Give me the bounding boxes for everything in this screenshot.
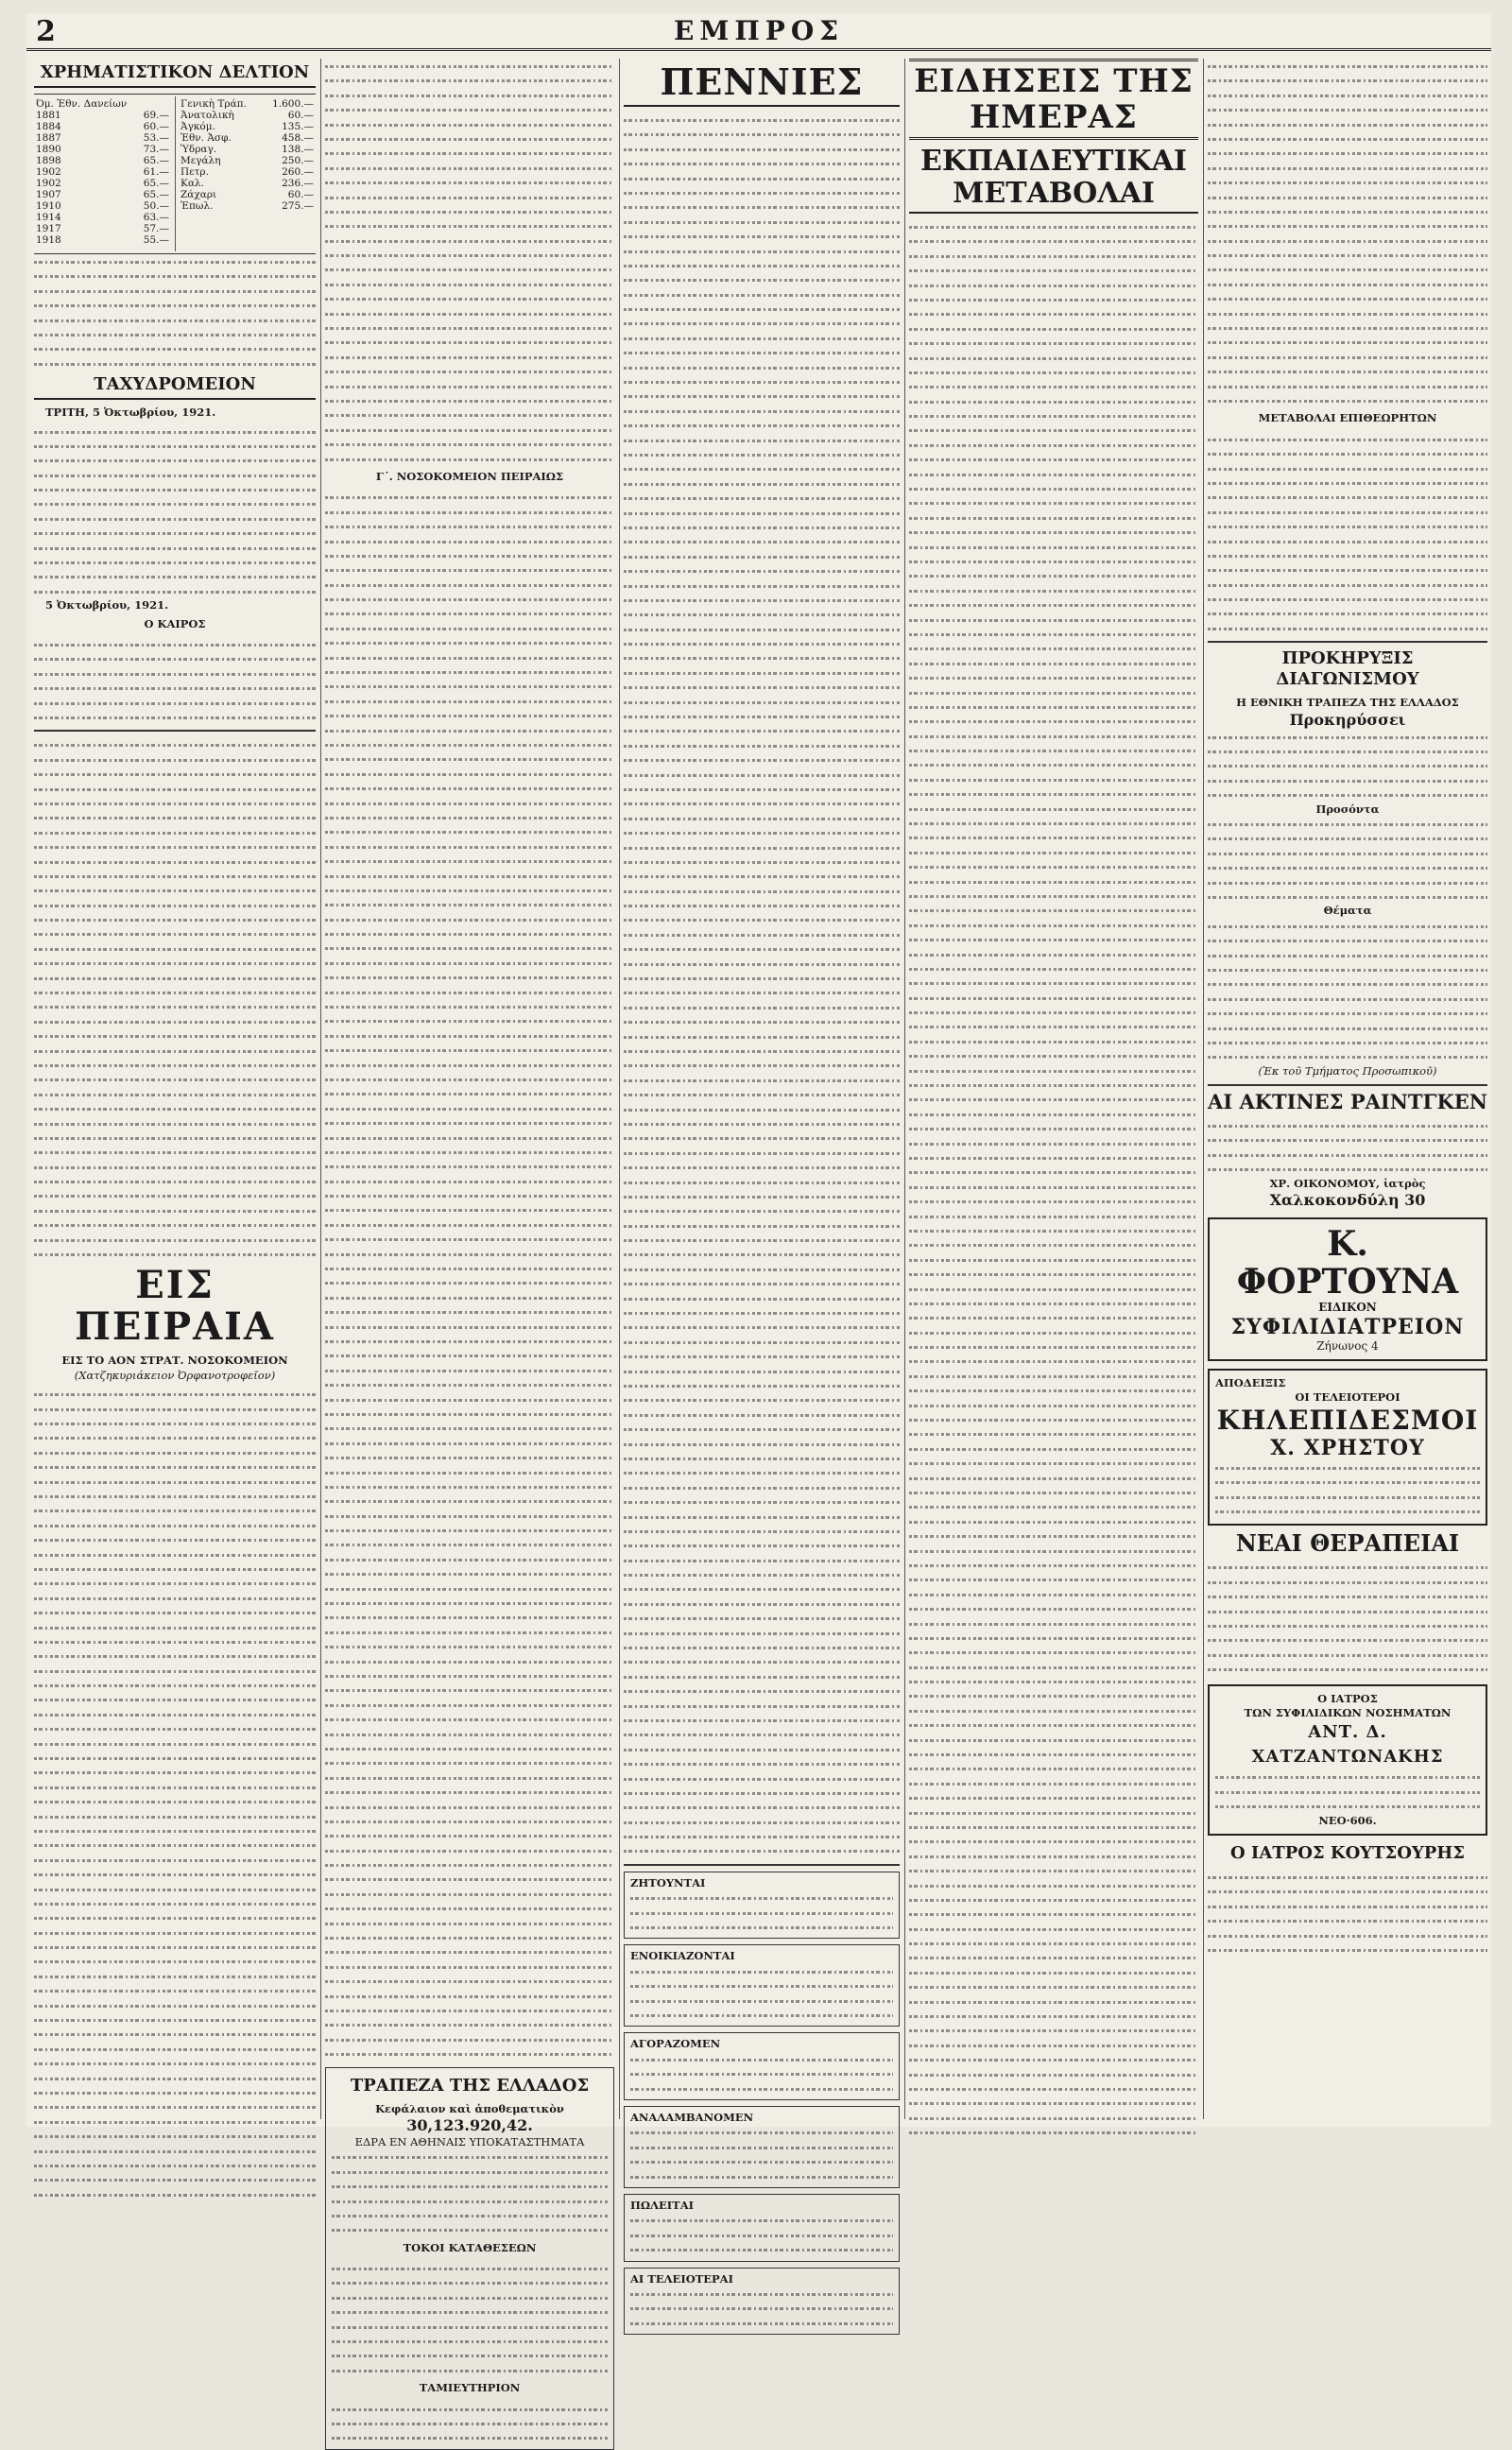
koutsouris-text [1208, 1870, 1487, 1957]
inspectors-heading: ΜΕΤΑΒΟΛΑΙ ΕΠΙΘΕΩΡΗΤΩΝ [1258, 411, 1437, 425]
bourse-label: Μεγάλη [180, 155, 221, 166]
doctor-subheading: ΤΩΝ ΣΥΦΙΛΙΔΙΚΩΝ ΝΟΣΗΜΑΤΩΝ [1244, 1705, 1452, 1719]
bourse-label: 1902 [36, 166, 61, 178]
news-title: ΕΙΔΗΣΕΙΣ ΤΗΣ ΗΜΕΡΑΣ [909, 59, 1198, 140]
column-5 [1208, 59, 1487, 2119]
bourse-value: 275.— [282, 200, 314, 212]
bourse-row [34, 189, 171, 200]
bourse-label: 1887 [36, 132, 61, 144]
contest-announces: Προκηρύσσει [1289, 710, 1406, 729]
doctor-product: ΝΕΟ·606. [1318, 1813, 1377, 1827]
classified-ad [624, 1872, 900, 1940]
classified-ad-heading: ΑΓΟΡΑΖΟΜΕΝ [630, 2037, 721, 2051]
classified-ad-heading: ΖΗΤΟΥΝΤΑΙ [630, 1875, 706, 1889]
bourse-row [179, 98, 316, 110]
column-rule [1203, 59, 1204, 2119]
masthead [26, 13, 1491, 51]
bourse-row [179, 166, 316, 178]
bourse-label: 1884 [36, 121, 61, 132]
post-date: ΤΡΙΤΗ, 5 Ὀκτωβρίου, 1921. [45, 405, 216, 420]
paper-name: ΕΜΠΡΟΣ [673, 15, 845, 46]
bourse-value: 55.— [143, 234, 169, 246]
doctor-name: ΑΝΤ. Δ. ΧΑΤΖΑΝΤΩΝΑΚΗΣ [1251, 1722, 1444, 1768]
bourse-value: 236.— [282, 178, 314, 189]
contest-requirements-heading: Προσόντα [1315, 802, 1380, 816]
doctor-heading: Ο ΙΑΤΡΟΣ [1317, 1691, 1378, 1705]
hospital-list [325, 490, 614, 2061]
post-text [34, 424, 316, 599]
fortouna-subtitle: ΕΙΔΙΚΟΝ [1318, 1301, 1377, 1315]
bank-subheading-2: ΕΔΡΑ ΕΝ ΑΘΗΝΑΙΣ ΥΠΟΚΑΤΑΣΤΗΜΑΤΑ [354, 2134, 585, 2148]
bank-savings-heading: ΤΑΜΙΕΥΤΗΡΙΟΝ [419, 2381, 521, 2395]
classified-ad [624, 2106, 900, 2188]
classified-ad [624, 2194, 900, 2262]
bourse-right-table [179, 98, 316, 212]
bourse-label: Ζάχαρι [180, 189, 217, 200]
piraeus-text [34, 1387, 316, 2201]
bourse-value: 53.— [143, 132, 169, 144]
bourse-value: 1.600.— [272, 98, 314, 110]
proof-subheading: ΟΙ ΤΕΛΕΙΟΤΕΡΟΙ [1295, 1390, 1400, 1405]
bourse-label: Ὑδραγ. [180, 144, 217, 155]
koutsouris-heading: Ο ΙΑΤΡΟΣ ΚΟΥΤΣΟΥΡΗΣ [1229, 1842, 1466, 1863]
bourse-value: 57.— [143, 223, 169, 234]
bourse-label: Γενικὴ Τράπ. [180, 98, 247, 110]
xray-heading: ΑΙ ΑΚΤΙΝΕΣ ΡΑΙΝΤΓΚΕΝ [1208, 1090, 1487, 1114]
bourse-row [34, 212, 171, 223]
bank-advert [325, 2067, 614, 2450]
appointments-text [34, 737, 316, 1261]
bourse-value: 73.— [143, 144, 169, 155]
bourse-row [34, 234, 171, 246]
bourse-value: 250.— [282, 155, 314, 166]
classified-ad [624, 2268, 900, 2336]
piraeus-heading: ΕΙΣ ΠΕΙΡΑΙΑ [75, 1263, 275, 1350]
bourse-value: 65.— [143, 189, 169, 200]
classified-ad [624, 2032, 900, 2100]
bourse-value: 65.— [143, 178, 169, 189]
bourse-value: 138.— [282, 144, 314, 155]
piraeus-subheading-2: (Χατζηκυριάκειον Ὀρφανοτροφεῖον) [74, 1368, 276, 1382]
bourse-row [34, 110, 171, 121]
bourse-heading: ΧΡΗΜΑΤΙΣΤΙΚΟΝ ΔΕΛΤΙΟΝ [34, 62, 316, 88]
bourse-label: 1902 [36, 178, 61, 189]
education-news-continued [1208, 59, 1487, 407]
bank-subheading: Κεφάλαιον καὶ ἀποθεματικὸν [375, 2101, 564, 2115]
bourse-value: 135.— [282, 121, 314, 132]
column-rule [320, 59, 321, 2119]
bourse-label: Ἐθν. Ἀσφ. [180, 132, 232, 144]
therapy-heading: ΝΕΑΙ ΘΕΡΑΠΕΙΑΙ [1235, 1529, 1460, 1558]
bourse-row [34, 200, 171, 212]
page-number: 2 [36, 15, 56, 48]
bourse-value: 60.— [287, 110, 314, 121]
column-1 [34, 59, 316, 2119]
proof-maker: Χ. ΧΡΗΣΤΟΥ [1270, 1435, 1425, 1460]
inspectors-text [1208, 432, 1487, 635]
doctor-advert [1208, 1684, 1487, 1836]
column-2 [325, 59, 614, 2395]
bank-amount: 30,123.920,42. [406, 2115, 533, 2134]
bourse-left-table [34, 98, 171, 246]
contest-heading: ΠΡΟΚΗΡΥΞΙΣ ΔΙΑΓΩΝΙΣΜΟΥ [1276, 648, 1419, 690]
bourse-value: 61.— [143, 166, 169, 178]
bourse-value: 65.— [143, 155, 169, 166]
classified-ad-heading: ΕΝΟΙΚΙΑΖΟΝΤΑΙ [630, 1949, 735, 1963]
fortouna-name: Κ. ΦΟΡΤΟΥΝΑ [1236, 1224, 1459, 1303]
bourse-row [34, 155, 171, 166]
bourse-row [34, 121, 171, 132]
bank-deposits-heading: ΤΟΚΟΙ ΚΑΤΑΘΕΣΕΩΝ [403, 2240, 537, 2254]
bourse-row [179, 121, 316, 132]
bourse-table [34, 94, 316, 254]
bourse-row [179, 110, 316, 121]
bourse-row [34, 98, 171, 110]
piraeus-subheading: ΕΙΣ ΤΟ ΑΟΝ ΣΤΡΑΤ. ΝΟΣΟΚΟΜΕΙΟΝ [61, 1354, 288, 1368]
column-rule [619, 59, 620, 2119]
bourse-value: 60.— [143, 121, 169, 132]
pennies-heading: ΠΕΝΝΙΕΣ [624, 62, 900, 107]
bourse-label: Πετρ. [180, 166, 209, 178]
column-4 [909, 59, 1198, 2119]
education-news-text [909, 219, 1198, 2140]
hospital-heading: Γ΄. ΝΟΣΟΚΟΜΕΙΟΝ ΠΕΙΡΑΙΩΣ [375, 469, 564, 483]
bourse-row [179, 178, 316, 189]
proof-heading: ΑΠΟΔΕΙΞΙΣ [1215, 1376, 1286, 1390]
bourse-value: 63.— [143, 212, 169, 223]
bourse-row [34, 132, 171, 144]
proof-product: ΚΗΛΕΠΙΔΕΣΜΟΙ [1216, 1404, 1479, 1436]
bourse-label: 1881 [36, 110, 61, 121]
contest-note: (Ἐκ τοῦ Τμήματος Προσωπικοῦ) [1258, 1063, 1437, 1078]
fortouna-type: ΣΥΦΙΛΙΔΙΑΤΡΕΙΟΝ [1230, 1315, 1465, 1340]
bourse-label: 1907 [36, 189, 61, 200]
hernia-advert [1208, 1369, 1487, 1526]
contest-exams-heading: Θέματα [1323, 904, 1372, 918]
bank-heading: ΤΡΑΠΕΖΑ ΤΗΣ ΕΛΛΑΔΟΣ [350, 2075, 590, 2096]
classified-ad-heading: ΑΝΑΛΑΜΒΑΝΟΜΕΝ [630, 2111, 754, 2124]
post-heading: ΤΑΧΥΔΡΟΜΕΙΟΝ [34, 374, 316, 400]
bourse-row [179, 189, 316, 200]
bourse-row [34, 166, 171, 178]
bourse-extra-lines [34, 254, 316, 371]
bourse-row [179, 155, 316, 166]
xray-doctor: ΧΡ. ΟΙΚΟΝΟΜΟΥ, ἰατρὸς [1269, 1176, 1426, 1190]
weather-heading: Ο ΚΑΙΡΟΣ [144, 616, 206, 630]
bourse-label: 1914 [36, 212, 61, 223]
bourse-value: 69.— [143, 110, 169, 121]
bourse-row [179, 132, 316, 144]
bourse-label: 1918 [36, 234, 61, 246]
newspaper-page [26, 13, 1491, 2395]
column-rule [904, 59, 905, 2119]
bourse-value: 458.— [282, 132, 314, 144]
bourse-label: Ἐπωλ. [180, 200, 214, 212]
pennies-text [624, 112, 900, 1858]
fortouna-advert [1208, 1217, 1487, 1361]
hospital-list-top [325, 59, 614, 466]
contest-bank: Η ΕΘΝΙΚΗ ΤΡΑΠΕΖΑ ΤΗΣ ΕΛΛΑΔΟΣ [1236, 696, 1459, 710]
bourse-value [139, 98, 171, 110]
bourse-label: Καλ. [180, 178, 204, 189]
bourse-value: 50.— [143, 200, 169, 212]
bourse-label: 1898 [36, 155, 61, 166]
bourse-label: Ἀγκόμ. [180, 121, 215, 132]
weather-date: 5 Ὀκτωβρίου, 1921. [45, 598, 169, 612]
fortouna-address: Ζήνωνος 4 [1316, 1339, 1379, 1354]
weather-text [34, 637, 316, 724]
bourse-value: 260.— [282, 166, 314, 178]
bourse-label: 1910 [36, 200, 61, 212]
column-3 [624, 59, 900, 2286]
classified-ad-heading: ΑΙ ΤΕΛΕΙΟΤΕΡΑΙ [630, 2271, 733, 2286]
bourse-row [34, 144, 171, 155]
classified-ad [624, 1944, 900, 2027]
bourse-row [34, 223, 171, 234]
bourse-value: 60.— [287, 189, 314, 200]
news-subtitle: ΕΚΠΑΙΔΕΥΤΙΚΑΙ ΜΕΤΑΒΟΛΑΙ [909, 146, 1198, 214]
bourse-row [179, 144, 316, 155]
bourse-label: Όμ. Ἐθν. Δανείων [36, 98, 128, 110]
bourse-row [179, 200, 316, 212]
bourse-row [34, 178, 171, 189]
bourse-label: 1890 [36, 144, 61, 155]
therapy-text [1208, 1560, 1487, 1676]
classified-ad-heading: ΠΩΛΕΙΤΑΙ [630, 2198, 695, 2212]
bourse-label: Ἀνατολικὴ [180, 110, 234, 121]
xray-address: Χαλκοκονδύλη 30 [1269, 1191, 1426, 1210]
bourse-label: 1917 [36, 223, 61, 234]
